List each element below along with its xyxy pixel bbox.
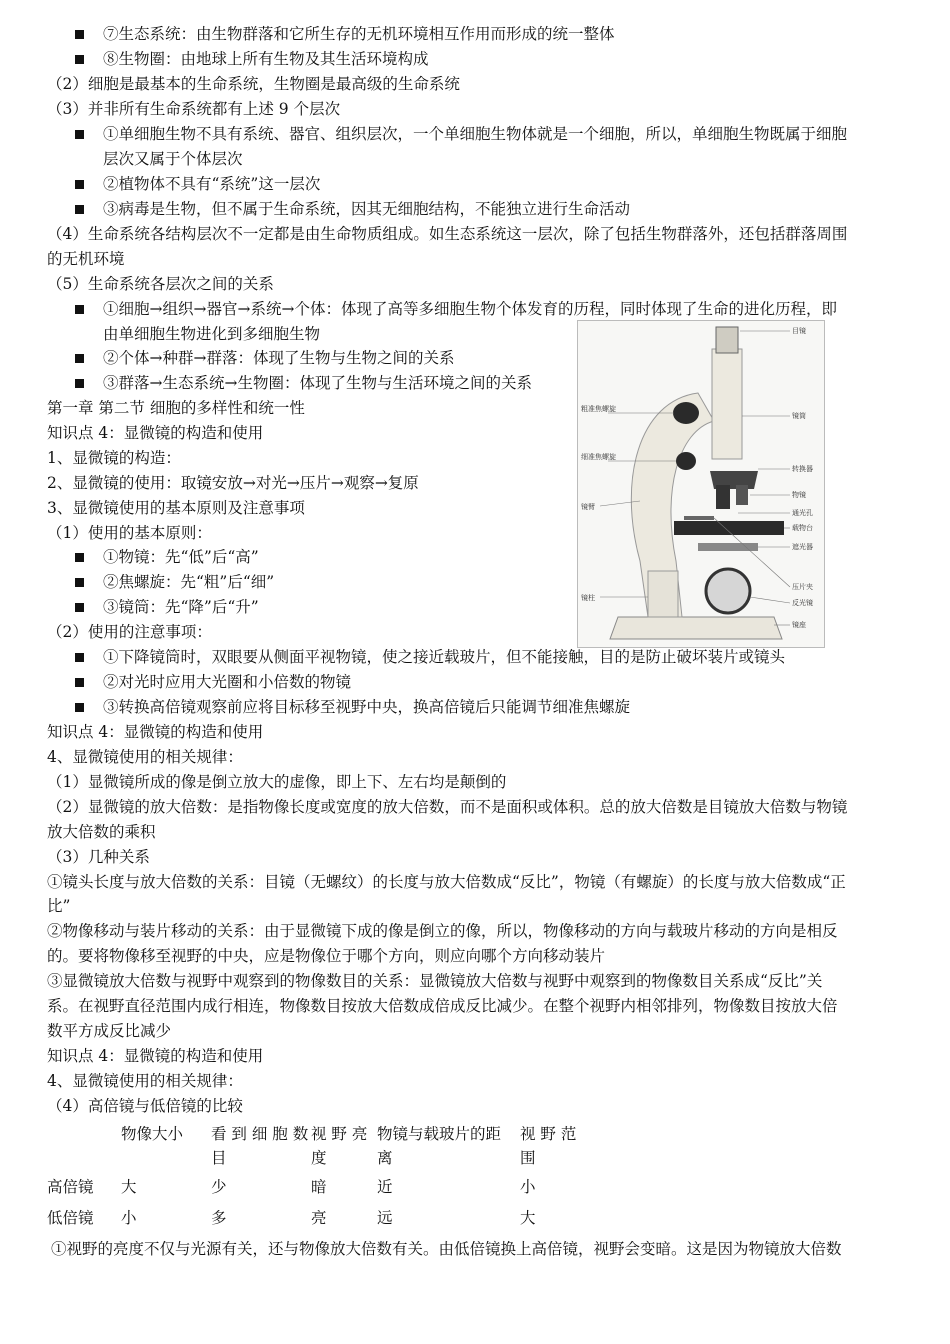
table-cell: 暗 bbox=[311, 1178, 327, 1196]
table-cell: 近 bbox=[377, 1178, 393, 1196]
section-heading: 知识点 4：显微镜的构造和使用 bbox=[47, 1047, 264, 1065]
square-bullet-icon bbox=[75, 305, 84, 314]
table-header-count: 看 到 细 胞 数 bbox=[211, 1125, 309, 1143]
label-clip: 压片夹 bbox=[792, 583, 813, 591]
text-line: 4、显微镜使用的相关规律： bbox=[47, 748, 243, 766]
label-fine-knob: 细准焦螺旋 bbox=[581, 453, 616, 461]
text-line: （2）使用的注意事项： bbox=[47, 623, 212, 641]
text-line: （3）几种关系 bbox=[47, 848, 150, 866]
label-stage: 载物台 bbox=[792, 524, 813, 532]
microscope-eyepiece bbox=[716, 327, 738, 353]
section-heading: 知识点 4：显微镜的构造和使用 bbox=[47, 424, 264, 442]
text-line: ①镜头长度与放大倍数的关系：目镜（无螺纹）的长度与放大倍数成“反比”，物镜（有螺旋）的长度与放大倍数成“正 bbox=[47, 873, 846, 891]
table-header-brightness-cont: 度 bbox=[311, 1149, 327, 1167]
label-mirror: 反光镜 bbox=[792, 599, 813, 607]
text-line: ③显微镜放大倍数与视野中观察到的物像数目的关系：显微镜放大倍数与视野中观察到的物像数目关系成“反比”关 bbox=[47, 972, 823, 990]
microscope-pillar bbox=[648, 571, 678, 617]
microscope-base bbox=[610, 617, 782, 639]
text-line: （4）生命系统各结构层次不一定都是由生命物质组成。如生态系统这一层次，除了包括生物群落外，还包括群落周围 bbox=[47, 225, 848, 243]
label-tube: 镜筒 bbox=[792, 412, 806, 420]
label-diaphragm: 遮光器 bbox=[792, 543, 813, 551]
table-header-distance: 物镜与载玻片的距 bbox=[377, 1125, 502, 1143]
microscope-stage bbox=[674, 521, 784, 535]
label-arm: 镜臂 bbox=[581, 503, 595, 511]
table-header-range: 视 野 范 bbox=[520, 1125, 577, 1143]
table-header-size: 物像大小 bbox=[121, 1125, 184, 1143]
stage-clip bbox=[684, 516, 714, 520]
objective-lens bbox=[716, 485, 730, 509]
square-bullet-icon bbox=[75, 30, 84, 39]
text-line: 3、显微镜使用的基本原则及注意事项 bbox=[47, 499, 305, 517]
text-line: ②物像移动与装片移动的关系：由于显微镜下成的像是倒立的像，所以，物像移动的方向与载玻片移动的方向是相反 bbox=[47, 922, 838, 940]
label-pillar: 镜柱 bbox=[581, 594, 595, 602]
square-bullet-icon bbox=[75, 578, 84, 587]
table-header-brightness: 视 野 亮 bbox=[311, 1125, 368, 1143]
text-line: ①视野的亮度不仅与光源有关，还与物像放大倍数有关。由低倍镜换上高倍镜，视野会变暗。这是因为物镜放大倍数 bbox=[51, 1240, 842, 1258]
text-line: （3）并非所有生命系统都有上述 9 个层次 bbox=[47, 100, 341, 118]
text-line: （4）高倍镜与低倍镜的比较 bbox=[47, 1097, 243, 1115]
leader-lines bbox=[600, 331, 790, 625]
text-line-continued: 系。在视野直径范围内成行相连，物像数目按放大倍数成倍成反比减少。在整个视野内相邻排列，物像数目按放大倍 bbox=[47, 997, 838, 1015]
square-bullet-icon bbox=[75, 703, 84, 712]
text-line: 1、显微镜的构造： bbox=[47, 449, 181, 467]
text-line: （1）使用的基本原则： bbox=[47, 524, 212, 542]
table-cell: 多 bbox=[211, 1209, 227, 1227]
table-header-count-cont: 目 bbox=[211, 1149, 227, 1167]
table-cell: 大 bbox=[520, 1209, 536, 1227]
label-aperture: 通光孔 bbox=[792, 509, 813, 517]
microscope-tube bbox=[712, 349, 742, 459]
text-line: 4、显微镜使用的相关规律： bbox=[47, 1072, 243, 1090]
table-cell: 亮 bbox=[311, 1209, 327, 1227]
square-bullet-icon bbox=[75, 130, 84, 139]
objective-lens bbox=[736, 485, 748, 505]
square-bullet-icon bbox=[75, 553, 84, 562]
table-row-label: 低倍镜 bbox=[47, 1209, 94, 1227]
label-eyepiece: 目镜 bbox=[792, 327, 806, 335]
text-line: （2）细胞是最基本的生命系统，生物圈是最高级的生命系统 bbox=[47, 75, 460, 93]
square-bullet-icon bbox=[75, 55, 84, 64]
table-cell: 小 bbox=[121, 1209, 137, 1227]
label-coarse-knob: 粗准焦螺旋 bbox=[581, 405, 616, 413]
text-line-continued: 由单细胞生物进化到多细胞生物 bbox=[103, 325, 321, 343]
coarse-knob-icon bbox=[673, 402, 699, 424]
square-bullet-icon bbox=[75, 205, 84, 214]
table-row-label: 高倍镜 bbox=[47, 1178, 94, 1196]
text-line-continued: 的。要将物像移至视野的中央，应是物像位于哪个方向，则应向哪个方向移动装片 bbox=[47, 947, 606, 965]
square-bullet-icon bbox=[75, 603, 84, 612]
text-line-continued: 数平方成反比减少 bbox=[47, 1022, 172, 1040]
table-cell: 少 bbox=[211, 1178, 227, 1196]
section-heading: 知识点 4：显微镜的构造和使用 bbox=[47, 723, 264, 741]
square-bullet-icon bbox=[75, 354, 84, 363]
square-bullet-icon bbox=[75, 653, 84, 662]
square-bullet-icon bbox=[75, 180, 84, 189]
table-cell: 大 bbox=[121, 1178, 137, 1196]
text-line-continued: 的无机环境 bbox=[47, 250, 125, 268]
text-line: 2、显微镜的使用：取镜安放→对光→压片→观察→复原 bbox=[47, 474, 419, 492]
text-line-continued: 层次又属于个体层次 bbox=[103, 150, 243, 168]
square-bullet-icon bbox=[75, 379, 84, 388]
text-line: （1）显微镜所成的像是倒立放大的虚像，即上下、左右均是颠倒的 bbox=[47, 773, 507, 791]
text-line: （5）生命系统各层次之间的关系 bbox=[47, 275, 274, 293]
text-line-continued: 放大倍数的乘积 bbox=[47, 823, 156, 841]
table-cell: 小 bbox=[520, 1178, 536, 1196]
text-line: （2）显微镜的放大倍数：是指物像长度或宽度的放大倍数，而不是面积或体积。总的放大倍数是目镜放大倍数与物镜 bbox=[47, 798, 848, 816]
microscope-figure bbox=[577, 320, 825, 648]
label-base: 镜座 bbox=[792, 621, 806, 629]
mirror-icon bbox=[706, 569, 750, 613]
table-header-distance-cont: 离 bbox=[377, 1149, 393, 1167]
square-bullet-icon bbox=[75, 678, 84, 687]
label-converter: 转换器 bbox=[792, 465, 813, 473]
microscope-diagram bbox=[578, 321, 824, 647]
chapter-heading: 第一章 第二节 细胞的多样性和统一性 bbox=[47, 399, 305, 417]
fine-knob-icon bbox=[676, 452, 696, 470]
table-cell: 远 bbox=[377, 1209, 393, 1227]
table-header-range-cont: 围 bbox=[520, 1149, 536, 1167]
label-objective: 物镜 bbox=[792, 491, 806, 499]
text-line-continued: 比” bbox=[47, 897, 71, 915]
